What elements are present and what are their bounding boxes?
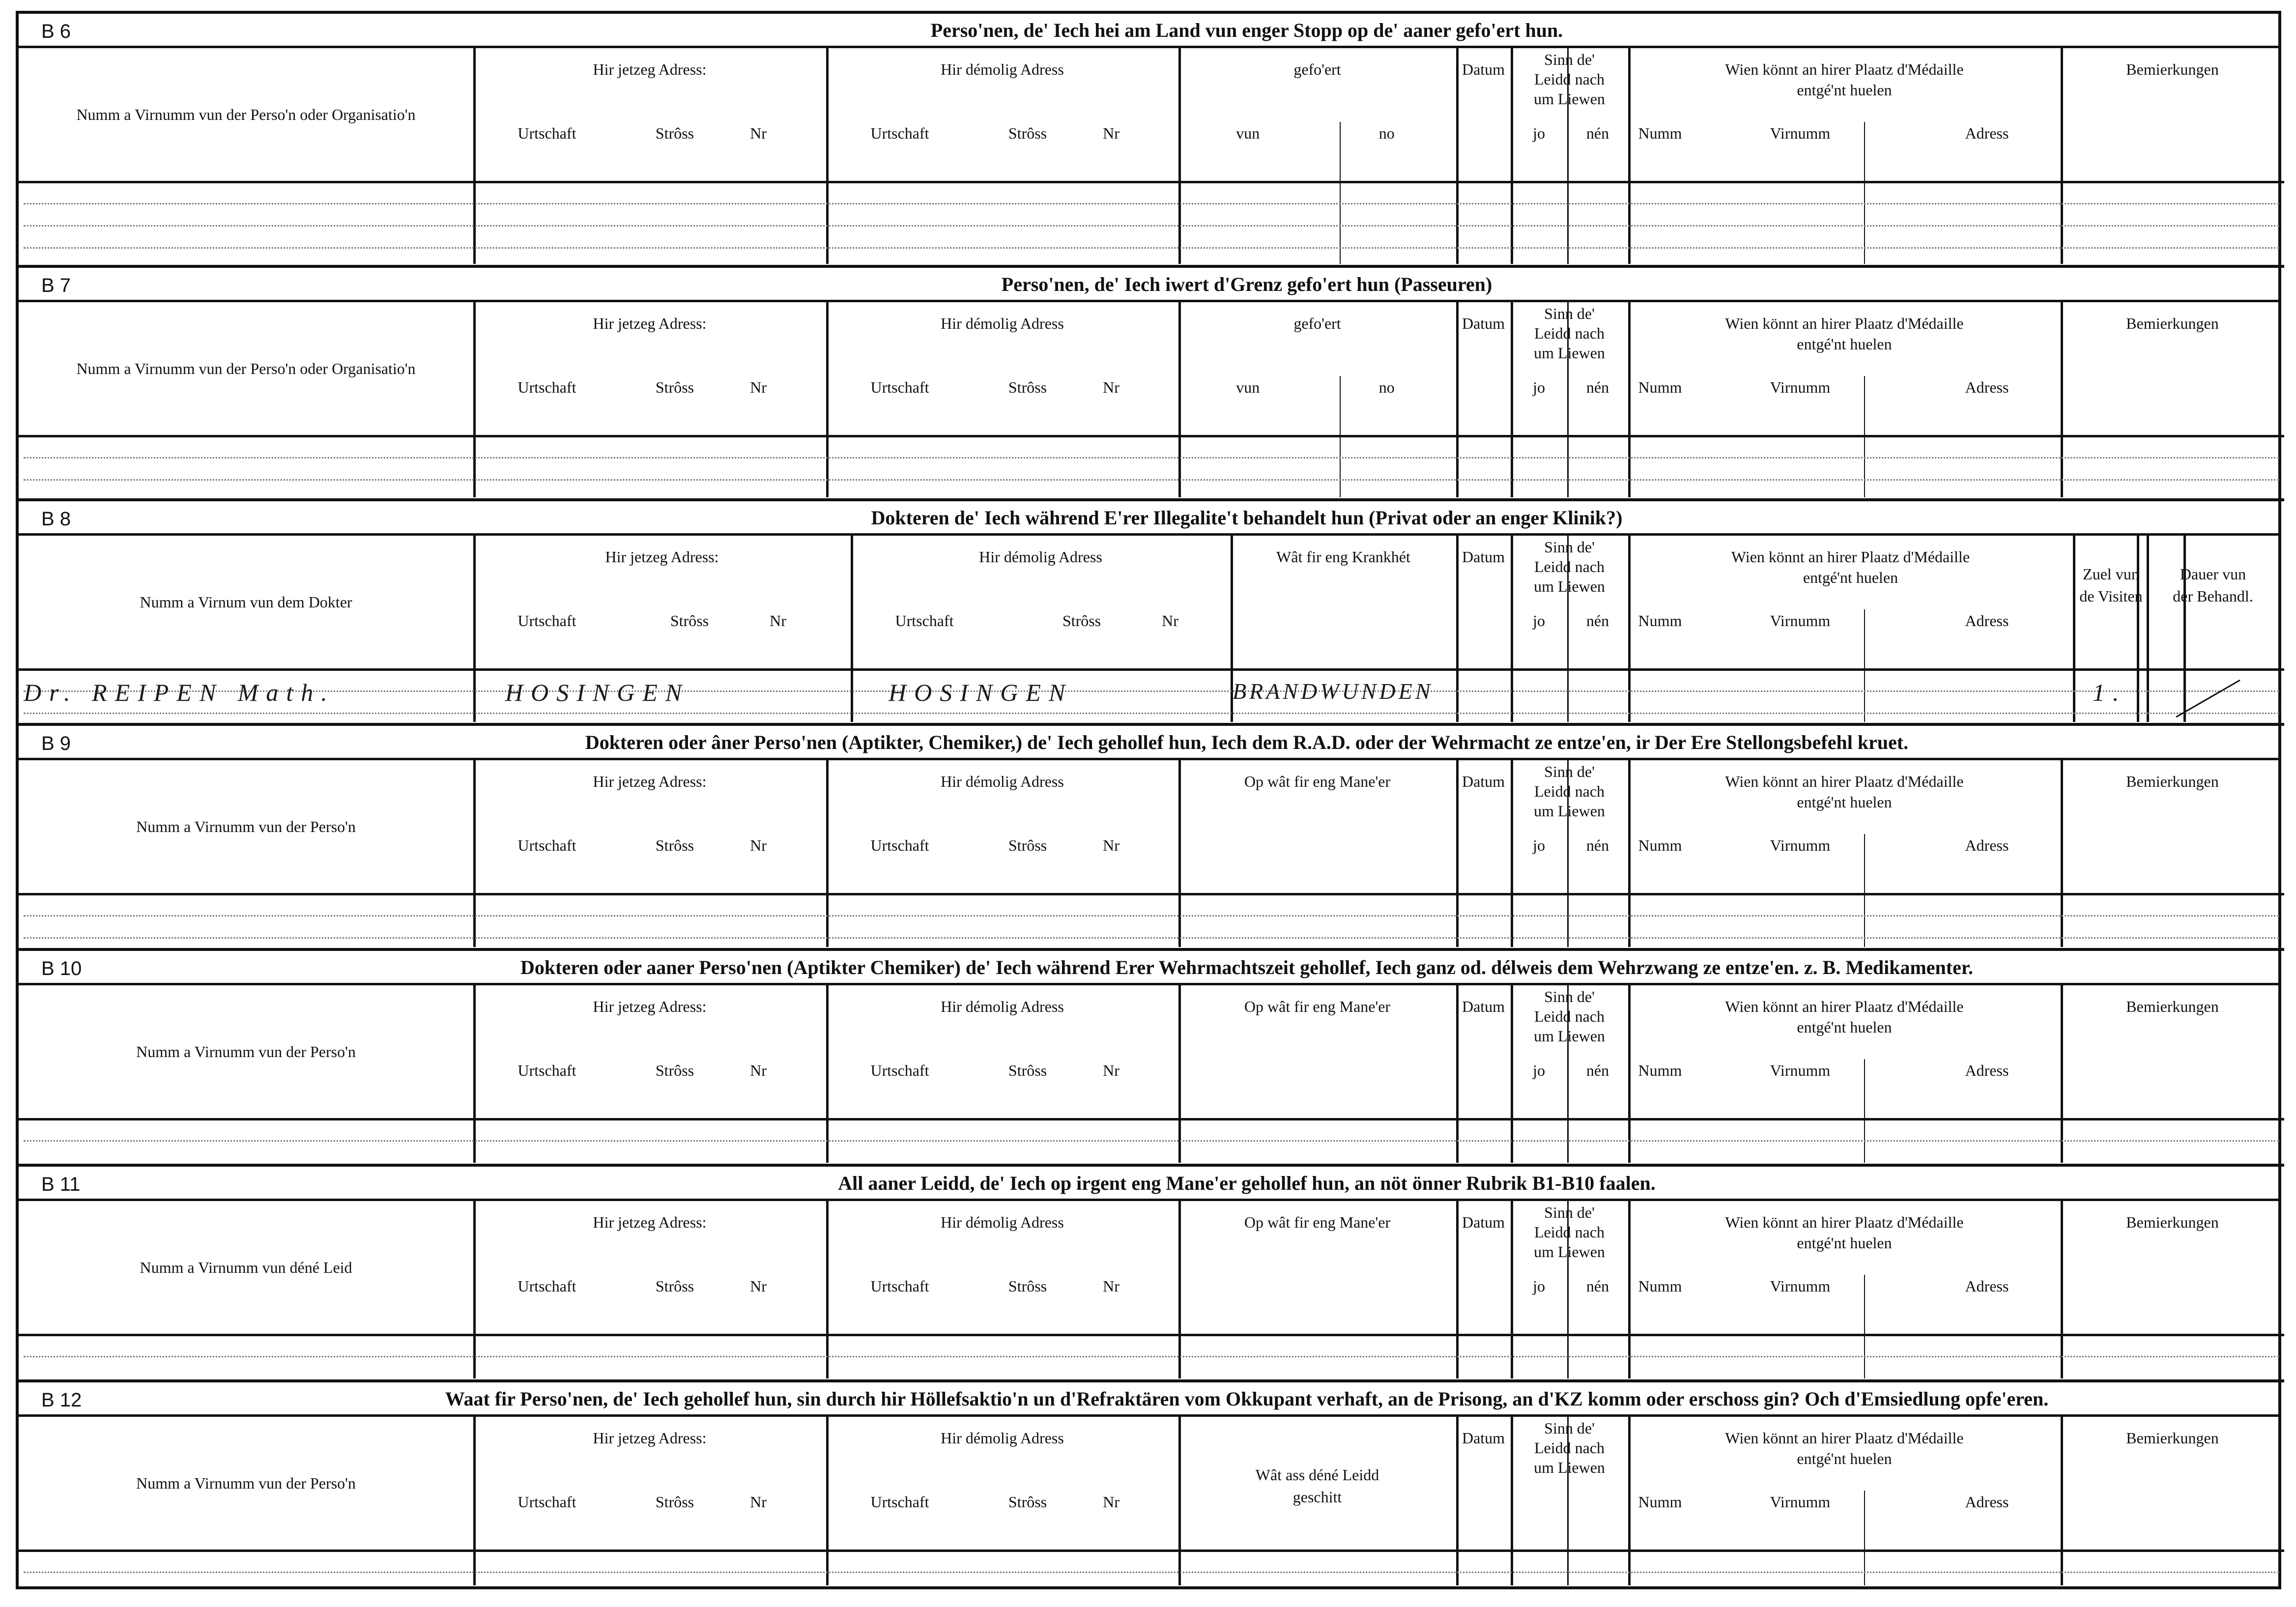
section-b6 — [19, 14, 2278, 268]
section-header — [19, 1382, 2278, 1417]
nr-label: Nr — [750, 378, 767, 396]
town-label: Urtschaft — [517, 1277, 576, 1295]
writing-line — [24, 1356, 2279, 1357]
writing-line — [24, 247, 2279, 249]
column-rule — [1340, 122, 1341, 264]
column-rule — [1864, 1059, 1865, 1163]
town-label: Urtschaft — [870, 1493, 929, 1511]
writing-line — [24, 690, 2279, 692]
address-now-header: Hir jetzeg Adress: — [593, 1213, 707, 1231]
address-now-header: Hir jetzeg Adress: — [593, 773, 707, 790]
section-title: Dokteren oder aaner Perso'nen (Aptikter Chemiker) de' Iech während Erer Wehrmachtszeit gehollef, Iech ganz od. délweis dem Wehrzwang ze entze'en. z. B. Medikamenter. — [520, 956, 1973, 978]
date-header: Datum — [1462, 1213, 1505, 1231]
date-header: Datum — [1462, 998, 1505, 1015]
town-label: Urtschaft — [517, 612, 576, 630]
section-b12 — [19, 1382, 2278, 1589]
medal-address-label: Adress — [1965, 1062, 2009, 1079]
section-header — [19, 501, 2278, 536]
address-old-header: Hir démolig Adress — [941, 773, 1064, 790]
entry-illness: BRANDWUNDEN — [1233, 679, 1434, 704]
nr-label: Nr — [750, 1062, 767, 1079]
medal-header-2: entgé'nt huelen — [1797, 81, 1892, 99]
from-label: vun — [1236, 378, 1260, 396]
nr-label: Nr — [750, 836, 767, 854]
medal-header-1: Wien könnt an hirer Plaatz d'Médaille — [1725, 773, 1964, 790]
town-label: Urtschaft — [870, 1062, 929, 1079]
no-label: nén — [1586, 1277, 1609, 1295]
street-label: Strôss — [655, 836, 694, 854]
transported-header: gefo'ert — [1293, 315, 1341, 332]
medal-firstname-label: Virnumm — [1770, 612, 1831, 630]
what-happened-header: Wât ass déné Leidd — [1255, 1466, 1379, 1484]
town-label: Urtschaft — [870, 378, 929, 396]
entry-doctor-name: Dr. REIPEN Math. — [24, 679, 335, 706]
medal-address-label: Adress — [1965, 1277, 2009, 1295]
column-rule — [1864, 834, 1865, 947]
how-header: Op wât fir eng Mane'er — [1244, 1213, 1391, 1231]
column-rule — [1864, 122, 1865, 264]
address-now-header: Hir jetzeg Adress: — [593, 1429, 707, 1447]
visits-header-2: de Visiten — [2079, 587, 2143, 605]
town-label: Urtschaft — [517, 378, 576, 396]
town-label: Urtschaft — [870, 1277, 929, 1295]
no-label: nén — [1586, 836, 1609, 854]
section-title: Perso'nen, de' Iech iwert d'Grenz gefo'ert hun (Passeuren) — [1001, 273, 1492, 295]
street-label: Strôss — [1062, 612, 1101, 630]
alive-header-2: Leidd nach — [1534, 782, 1605, 800]
to-label: no — [1378, 378, 1395, 396]
date-header: Datum — [1462, 548, 1505, 566]
town-label: Urtschaft — [895, 612, 954, 630]
alive-header-2: Leidd nach — [1534, 1223, 1605, 1241]
writing-line — [24, 479, 2279, 481]
medal-header-2: entgé'nt huelen — [1803, 569, 1898, 586]
alive-header-1: Sinn de' — [1544, 538, 1595, 556]
medal-address-label: Adress — [1965, 378, 2009, 396]
writing-line — [24, 203, 2279, 204]
street-label: Strôss — [1008, 124, 1047, 142]
address-old-header: Hir démolig Adress — [941, 60, 1064, 78]
street-label: Strôss — [1008, 836, 1047, 854]
yes-label: jo — [1533, 378, 1545, 396]
street-label: Strôss — [1008, 378, 1047, 396]
section-header — [19, 1167, 2278, 1201]
writing-line — [24, 713, 2279, 714]
column-rule — [1864, 609, 1865, 722]
alive-header-1: Sinn de' — [1544, 1204, 1595, 1221]
how-header: Op wât fir eng Mane'er — [1244, 998, 1391, 1015]
no-label: nén — [1586, 612, 1609, 630]
medal-header-1: Wien könnt an hirer Plaatz d'Médaille — [1725, 998, 1964, 1015]
address-old-header: Hir démolig Adress — [941, 998, 1064, 1015]
alive-header-1: Sinn de' — [1544, 988, 1595, 1005]
medal-name-label: Numm — [1638, 1493, 1682, 1511]
section-code: B 7 — [41, 275, 71, 296]
medal-header-2: entgé'nt huelen — [1797, 335, 1892, 353]
yes-label: jo — [1533, 612, 1545, 630]
remarks-header: Bemierkungen — [2126, 60, 2219, 78]
address-now-header: Hir jetzeg Adress: — [605, 548, 719, 566]
transported-header: gefo'ert — [1293, 60, 1341, 78]
section-code: B 9 — [41, 733, 71, 754]
name-column-header: Numm a Virnum vun dem Dokter — [140, 593, 352, 611]
no-label: nén — [1586, 378, 1609, 396]
medal-name-label: Numm — [1638, 124, 1682, 142]
remarks-header: Bemierkungen — [2126, 1213, 2219, 1231]
medal-header-2: entgé'nt huelen — [1797, 1234, 1892, 1252]
medal-header-2: entgé'nt huelen — [1797, 793, 1892, 811]
nr-label: Nr — [1103, 124, 1119, 142]
remarks-header: Bemierkungen — [2126, 773, 2219, 790]
address-old-header: Hir démolig Adress — [941, 315, 1064, 332]
row-rule — [19, 1118, 2284, 1120]
yes-label: jo — [1533, 124, 1545, 142]
to-label: no — [1378, 124, 1395, 142]
row-rule — [19, 1550, 2284, 1552]
entry-visits: 1. — [2093, 679, 2127, 706]
nr-label: Nr — [1162, 612, 1178, 630]
medal-firstname-label: Virnumm — [1770, 378, 1831, 396]
medal-firstname-label: Virnumm — [1770, 1277, 1831, 1295]
address-old-header: Hir démolig Adress — [979, 548, 1102, 566]
section-code: B 10 — [41, 958, 82, 979]
yes-label: jo — [1533, 1277, 1545, 1295]
section-code: B 12 — [41, 1389, 82, 1411]
section-b8 — [19, 501, 2278, 726]
section-header — [19, 951, 2278, 985]
medal-header-1: Wien könnt an hirer Plaatz d'Médaille — [1725, 1429, 1964, 1447]
remarks-header: Bemierkungen — [2126, 998, 2219, 1015]
remarks-header: Bemierkungen — [2126, 315, 2219, 332]
section-b7 — [19, 268, 2278, 501]
date-header: Datum — [1462, 773, 1505, 790]
alive-header-3: um Liewen — [1534, 1459, 1605, 1476]
writing-line — [24, 1140, 2279, 1142]
alive-header-2: Leidd nach — [1534, 70, 1605, 88]
medal-address-label: Adress — [1965, 124, 2009, 142]
town-label: Urtschaft — [517, 124, 576, 142]
medal-name-label: Numm — [1638, 378, 1682, 396]
no-label: nén — [1586, 1062, 1609, 1079]
date-header: Datum — [1462, 1429, 1505, 1447]
address-old-header: Hir démolig Adress — [941, 1213, 1064, 1231]
nr-label: Nr — [1103, 1493, 1119, 1511]
section-code: B 6 — [41, 21, 71, 42]
no-label: nén — [1586, 124, 1609, 142]
from-label: vun — [1236, 124, 1260, 142]
alive-header-1: Sinn de' — [1544, 1419, 1595, 1437]
writing-line — [24, 1572, 2279, 1573]
alive-header-1: Sinn de' — [1544, 305, 1595, 322]
alive-header-2: Leidd nach — [1534, 1007, 1605, 1025]
section-header — [19, 14, 2278, 48]
date-header: Datum — [1462, 60, 1505, 78]
row-rule — [19, 893, 2284, 895]
form — [16, 11, 2281, 1589]
medal-address-label: Adress — [1965, 612, 2009, 630]
section-title: Dokteren de' Iech während E'rer Illegalite't behandelt hun (Privat oder an enger Klinik?) — [871, 507, 1623, 529]
nr-label: Nr — [750, 1277, 767, 1295]
nr-label: Nr — [750, 124, 767, 142]
medal-firstname-label: Virnumm — [1770, 1062, 1831, 1079]
medal-address-label: Adress — [1965, 1493, 2009, 1511]
street-label: Strôss — [655, 124, 694, 142]
street-label: Strôss — [655, 1493, 694, 1511]
nr-label: Nr — [1103, 378, 1119, 396]
entry-address-now: HOSINGEN — [505, 679, 690, 706]
address-now-header: Hir jetzeg Adress: — [593, 315, 707, 332]
town-label: Urtschaft — [870, 836, 929, 854]
name-column-header: Numm a Virnumm vun déné Leid — [140, 1259, 352, 1276]
yes-label: jo — [1533, 836, 1545, 854]
row-rule — [19, 435, 2284, 437]
section-title: Perso'nen, de' Iech hei am Land vun enger Stopp op de' aaner gefo'ert hun. — [930, 19, 1563, 41]
alive-header-1: Sinn de' — [1544, 763, 1595, 780]
medal-header-1: Wien könnt an hirer Plaatz d'Médaille — [1725, 60, 1964, 78]
writing-line — [24, 457, 2279, 459]
writing-line — [24, 225, 2279, 227]
section-b9 — [19, 726, 2278, 951]
medal-firstname-label: Virnumm — [1770, 124, 1831, 142]
yes-label: jo — [1533, 1062, 1545, 1079]
town-label: Urtschaft — [517, 1493, 576, 1511]
town-label: Urtschaft — [517, 836, 576, 854]
section-title: Waat fir Perso'nen, de' Iech gehollef hun, sin durch hir Höllefsaktio'n un d'Refraktären vom Okkupant verhaft, an de Prisong, an d'KZ komm oder erschoss gin? Och d'Emsiedlung opfe'eren. — [445, 1388, 2049, 1410]
nr-label: Nr — [1103, 1062, 1119, 1079]
medal-name-label: Numm — [1638, 1062, 1682, 1079]
column-rule — [1864, 1275, 1865, 1378]
section-header — [19, 268, 2278, 302]
alive-header-1: Sinn de' — [1544, 51, 1595, 68]
section-title: Dokteren oder âner Perso'nen (Aptikter, Chemiker,) de' Iech gehollef hun, Iech dem R.A.D. oder der Wehrmacht ze entze'en, ir Der Ere Stellongsbefehl kruet. — [585, 731, 1909, 753]
section-b11 — [19, 1167, 2278, 1382]
medal-name-label: Numm — [1638, 612, 1682, 630]
alive-header-3: um Liewen — [1534, 344, 1605, 362]
section-b10 — [19, 951, 2278, 1167]
visits-header-1: Zuel vun — [2083, 565, 2139, 583]
section-header — [19, 726, 2278, 760]
name-column-header: Numm a Virnumm vun der Perso'n — [136, 1474, 356, 1492]
section-title: All aaner Leidd, de' Iech op irgent eng Mane'er gehollef hun, an nöt önner Rubrik B1-B10 faalen. — [838, 1172, 1656, 1194]
medal-firstname-label: Virnumm — [1770, 836, 1831, 854]
section-code: B 11 — [41, 1174, 81, 1195]
address-now-header: Hir jetzeg Adress: — [593, 998, 707, 1015]
alive-header-3: um Liewen — [1534, 90, 1605, 108]
street-label: Strôss — [1008, 1062, 1047, 1079]
what-happened-header-2: geschitt — [1292, 1488, 1342, 1506]
medal-name-label: Numm — [1638, 836, 1682, 854]
date-header: Datum — [1462, 315, 1505, 332]
row-rule — [19, 181, 2284, 183]
alive-header-3: um Liewen — [1534, 1027, 1605, 1045]
alive-header-3: um Liewen — [1534, 577, 1605, 595]
street-label: Strôss — [1008, 1493, 1047, 1511]
alive-header-2: Leidd nach — [1534, 324, 1605, 342]
section-code: B 8 — [41, 508, 71, 530]
medal-header-2: entgé'nt huelen — [1797, 1450, 1892, 1467]
address-now-header: Hir jetzeg Adress: — [593, 60, 707, 78]
street-label: Strôss — [1008, 1277, 1047, 1295]
nr-label: Nr — [750, 1493, 767, 1511]
illness-header: Wât fir eng Krankhét — [1276, 548, 1410, 566]
entry-address-old: HOSINGEN — [889, 679, 1073, 706]
alive-header-2: Leidd nach — [1534, 1439, 1605, 1457]
name-column-header: Numm a Virnumm vun der Perso'n oder Organisatio'n — [76, 360, 416, 377]
medal-name-label: Numm — [1638, 1277, 1682, 1295]
name-column-header: Numm a Virnumm vun der Perso'n oder Organisatio'n — [76, 106, 416, 123]
remarks-header: Bemierkungen — [2126, 1429, 2219, 1447]
duration-header-1: Dauer vun — [2180, 565, 2246, 583]
street-label: Strôss — [670, 612, 709, 630]
medal-firstname-label: Virnumm — [1770, 1493, 1831, 1511]
alive-header-3: um Liewen — [1534, 1243, 1605, 1261]
street-label: Strôss — [655, 378, 694, 396]
medal-header-1: Wien könnt an hirer Plaatz d'Médaille — [1725, 1213, 1964, 1231]
row-rule — [19, 668, 2284, 671]
medal-header-1: Wien könnt an hirer Plaatz d'Médaille — [1731, 548, 1970, 566]
street-label: Strôss — [655, 1062, 694, 1079]
how-header: Op wât fir eng Mane'er — [1244, 773, 1391, 790]
row-rule — [19, 1334, 2284, 1336]
alive-header-3: um Liewen — [1534, 802, 1605, 820]
duration-header-2: der Behandl. — [2173, 587, 2253, 605]
nr-label: Nr — [770, 612, 786, 630]
nr-label: Nr — [1103, 836, 1119, 854]
medal-header-2: entgé'nt huelen — [1797, 1018, 1892, 1036]
name-column-header: Numm a Virnumm vun der Perso'n — [136, 818, 356, 835]
town-label: Urtschaft — [517, 1062, 576, 1079]
street-label: Strôss — [655, 1277, 694, 1295]
town-label: Urtschaft — [870, 124, 929, 142]
nr-label: Nr — [1103, 1277, 1119, 1295]
medal-header-1: Wien könnt an hirer Plaatz d'Médaille — [1725, 315, 1964, 332]
address-old-header: Hir démolig Adress — [941, 1429, 1064, 1447]
writing-line — [24, 915, 2279, 917]
alive-header-2: Leidd nach — [1534, 558, 1605, 575]
medal-address-label: Adress — [1965, 836, 2009, 854]
name-column-header: Numm a Virnumm vun der Perso'n — [136, 1043, 356, 1061]
writing-line — [24, 937, 2279, 939]
